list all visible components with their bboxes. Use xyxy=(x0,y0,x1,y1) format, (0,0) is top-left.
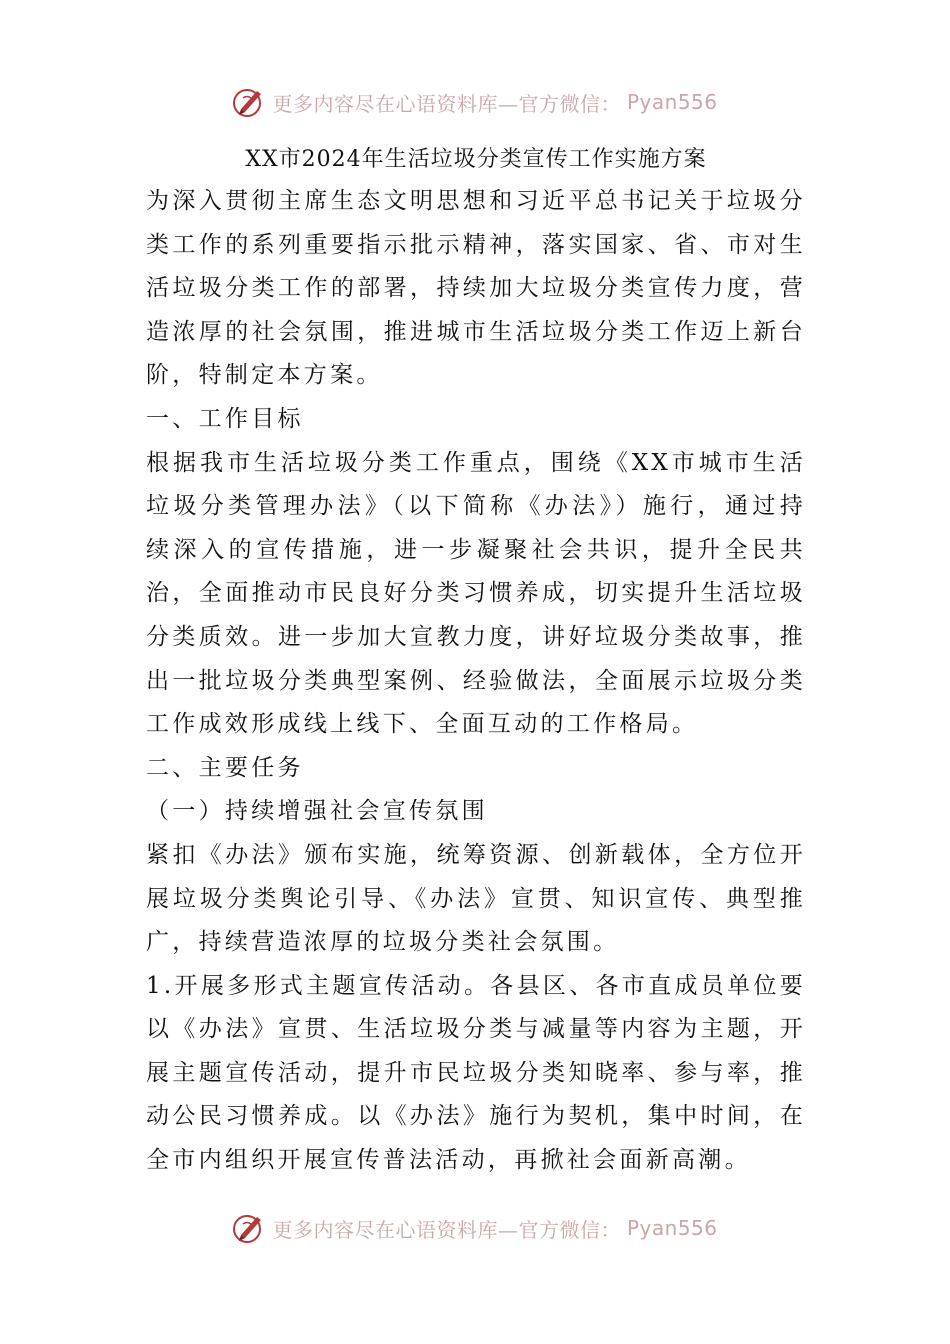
watermark-handle: Pyan556 xyxy=(626,1216,718,1240)
subsection-paragraph-1: 紧扣《办法》颁布实施，统筹资源、创新载体，全方位开展垃圾分类舆论引导、《办法》宣贯、知识宣传、典型推广，持续营造浓厚的垃圾分类社会氛围。 xyxy=(146,841,806,956)
subsection-heading-1: （一）持续增强社会宣传氛围 xyxy=(146,798,488,825)
pen-logo-icon xyxy=(232,1211,266,1245)
document-title: XX市2024年生活垃圾分类宣传工作实施方案 xyxy=(245,147,707,172)
watermark-header xyxy=(0,82,950,122)
goals-paragraph: 根据我市生活垃圾分类工作重点，围绕《XX市城市生活垃圾分类管理办法》（以下简称《办法》）施行，通过持续深入的宣传措施，进一步凝聚社会共识，提升全民共治，全面推动市民良好分类习惯养成，切实提升生活垃圾分类质效。进一步加大宣教力度，讲好垃圾分类故事，推出一批垃圾分类典型案例、经验做法，全面展示垃圾分类工作成效形成线上线下、全面互动的工作格局。 xyxy=(146,449,806,738)
intro-paragraph: 为深入贯彻主席生态文明思想和习近平总书记关于垃圾分类工作的系列重要指示批示精神，落实国家、省、市对生活垃圾分类工作的部署，持续加大垃圾分类宣传力度，营造浓厚的社会氛围，推进城市生活垃圾分类工作迈上新台阶，特制定本方案。 xyxy=(146,188,806,389)
pen-logo-icon xyxy=(232,85,266,119)
section-heading-tasks: 二、主要任务 xyxy=(146,754,304,781)
watermark-text: 更多内容尽在心语资料库—官方微信： xyxy=(272,1217,621,1242)
document-body xyxy=(146,140,806,1183)
watermark-handle: Pyan556 xyxy=(626,90,718,114)
watermark-footer xyxy=(0,1208,950,1248)
watermark-text: 更多内容尽在心语资料库—官方微信： xyxy=(272,91,621,116)
item-paragraph-1: 1.开展多形式主题宣传活动。各县区、各市直成员单位要以《办法》宣贯、生活垃圾分类与减量等内容为主题，开展主题宣传活动，提升市民垃圾分类知晓率、参与率，推动公民习惯养成。以《办法》施行为契机，集中时间，在全市内组织开展宣传普法活动，再掀社会面新高潮。 xyxy=(146,972,806,1174)
section-heading-goals: 一、工作目标 xyxy=(146,405,304,432)
